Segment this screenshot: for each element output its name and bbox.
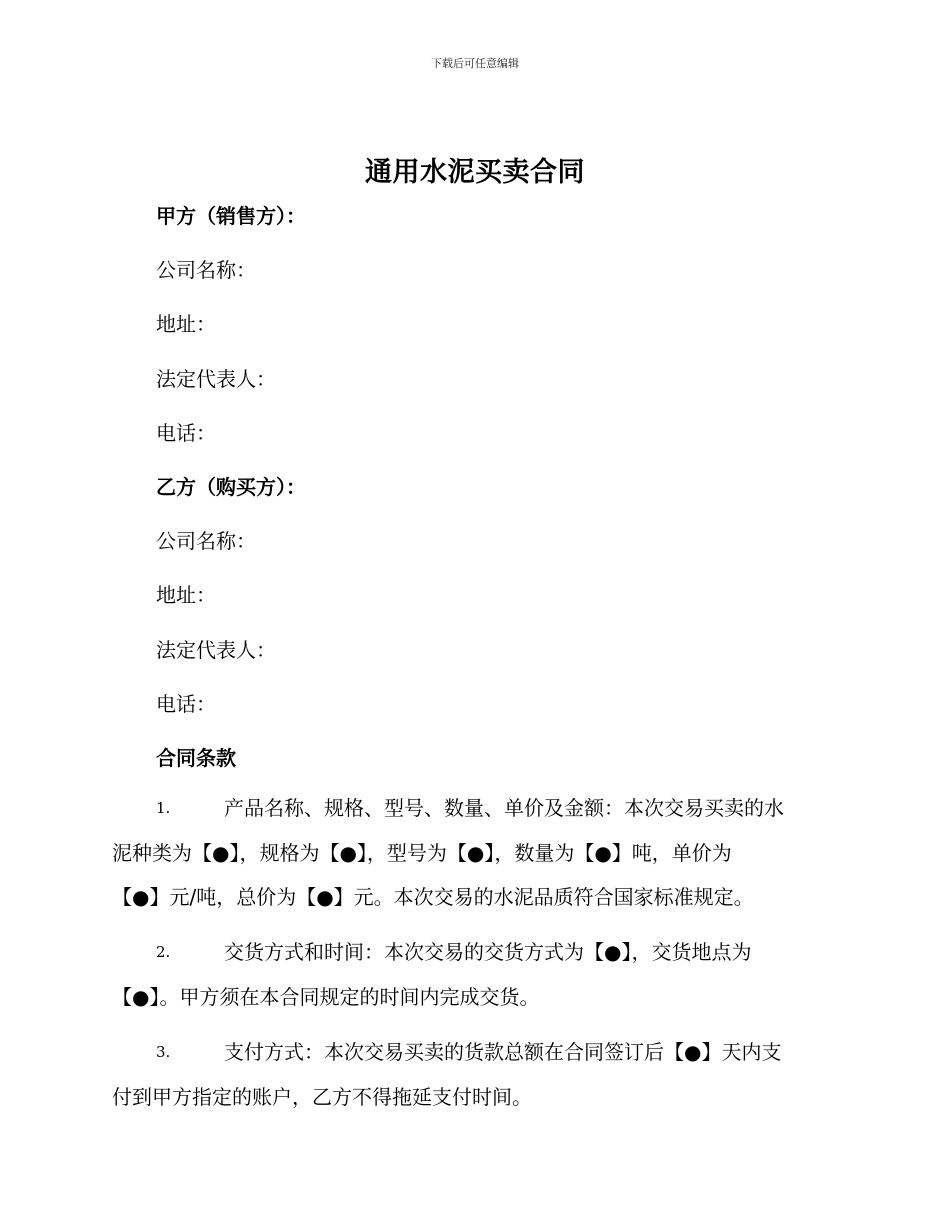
header-note: 下载后可任意编辑: [431, 57, 519, 70]
party-b-address-label: 地址：: [156, 583, 216, 607]
party-a-company-label: 公司名称：: [156, 258, 256, 282]
clause-line: [112, 930, 842, 975]
party-b-heading: 乙方（购买方）：: [156, 475, 306, 499]
party-b-phone-label: 电话：: [156, 692, 216, 716]
clause-line: 付到甲方指定的账户，乙方不得拖延支付时间。: [112, 1084, 532, 1109]
clause-text: 支付方式：本次交易买卖的货款总额在合同签订后【●】天内支: [224, 1040, 782, 1064]
clause-number: 2.: [156, 943, 171, 961]
terms-heading: 合同条款: [156, 746, 236, 770]
clause-text: 产品名称、规格、型号、数量、单价及金额：本次交易买卖的水: [224, 796, 784, 820]
document-title: 通用水泥买卖合同: [365, 157, 585, 188]
party-b-company-label: 公司名称：: [156, 529, 256, 553]
clause-1: [112, 786, 842, 920]
party-a-legal-rep-label: 法定代表人：: [156, 367, 276, 391]
clause-text: 交货方式和时间：本次交易的交货方式为【●】，交货地点为: [224, 940, 752, 964]
party-a-address-label: 地址：: [156, 312, 216, 336]
clause-number: 3.: [156, 1043, 171, 1061]
party-b-legal-rep-label: 法定代表人：: [156, 638, 276, 662]
clause-number: 1.: [156, 799, 171, 817]
clause-2: [112, 930, 842, 1019]
party-a-heading: 甲方（销售方）：: [156, 204, 306, 228]
clause-3: [112, 1030, 842, 1119]
clause-line: [112, 1030, 842, 1075]
clause-line: [112, 786, 842, 831]
clause-line: 泥种类为【●】，规格为【●】，型号为【●】，数量为【●】吨，单价为: [112, 840, 732, 865]
party-a-phone-label: 电话：: [156, 421, 216, 445]
clause-line: 【●】。甲方须在本合同规定的时间内完成交货。: [112, 984, 540, 1009]
clause-line: 【●】元/吨，总价为【●】元。本次交易的水泥品质符合国家标准规定。: [112, 885, 754, 909]
